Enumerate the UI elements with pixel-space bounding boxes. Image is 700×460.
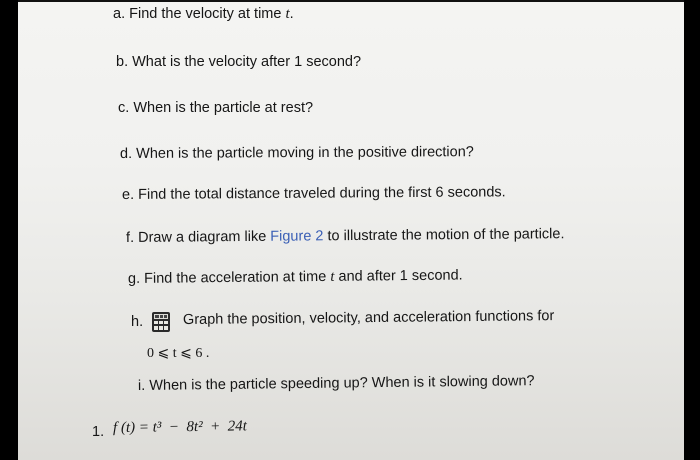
question-a-variable: t [285,6,290,22]
question-f-text-after: to illustrate the motion of the particle. [327,226,565,245]
question-f-letter: f. [125,229,135,246]
question-a [113,6,294,23]
question-h-range-text: 0 ⩽ t ⩽ 6 . [147,346,210,361]
question-b [116,54,361,70]
problem-number-text: 1. [92,424,105,440]
question-i-text: When is the particle speeding up? When is it slowing down? [149,373,535,394]
question-c-text: When is the particle at rest? [133,100,314,116]
question-f-text-before: Draw a diagram like [138,228,267,246]
question-g-variable: t [330,268,335,285]
calculator-icon[interactable] [150,311,172,333]
question-f [126,226,565,246]
photo-right-edge [684,0,700,460]
question-g-letter: g. [127,270,141,287]
question-i-letter: i. [137,377,146,394]
question-d [120,144,474,162]
question-h-letter-text: h. [131,314,144,330]
question-d-letter: d. [119,145,133,162]
problem-function [113,418,247,437]
question-h [183,308,554,328]
question-e-letter: e. [121,186,135,203]
photo-left-edge [0,0,18,460]
question-h-text: Graph the position, velocity, and acceleration functions for [182,308,555,328]
figure-2-link[interactable]: Figure 2 [270,228,324,245]
problem-function-text: f (t) = t³ − 8t² + 24t [112,418,248,436]
question-c-letter: c. [118,100,130,116]
question-h-letter [131,314,143,330]
question-a-text: Find the velocity at time [129,6,282,22]
question-b-letter: b. [116,54,129,70]
question-d-text: When is the particle moving in the positive direction? [136,144,474,162]
question-i [138,373,535,394]
question-g-text-after: and after 1 second. [338,267,463,285]
question-a-period: . [289,6,294,22]
problem-number [92,424,104,440]
question-b-text: What is the velocity after 1 second? [132,54,362,70]
question-g [128,267,463,288]
photo-top-edge [0,0,700,2]
question-e-text: Find the total distance traveled during the first 6 seconds. [138,184,506,203]
question-g-text-before: Find the acceleration at time [144,268,327,287]
question-a-letter: a. [113,6,126,22]
question-c [118,100,313,116]
question-h-range [147,345,209,362]
question-e [122,184,506,203]
